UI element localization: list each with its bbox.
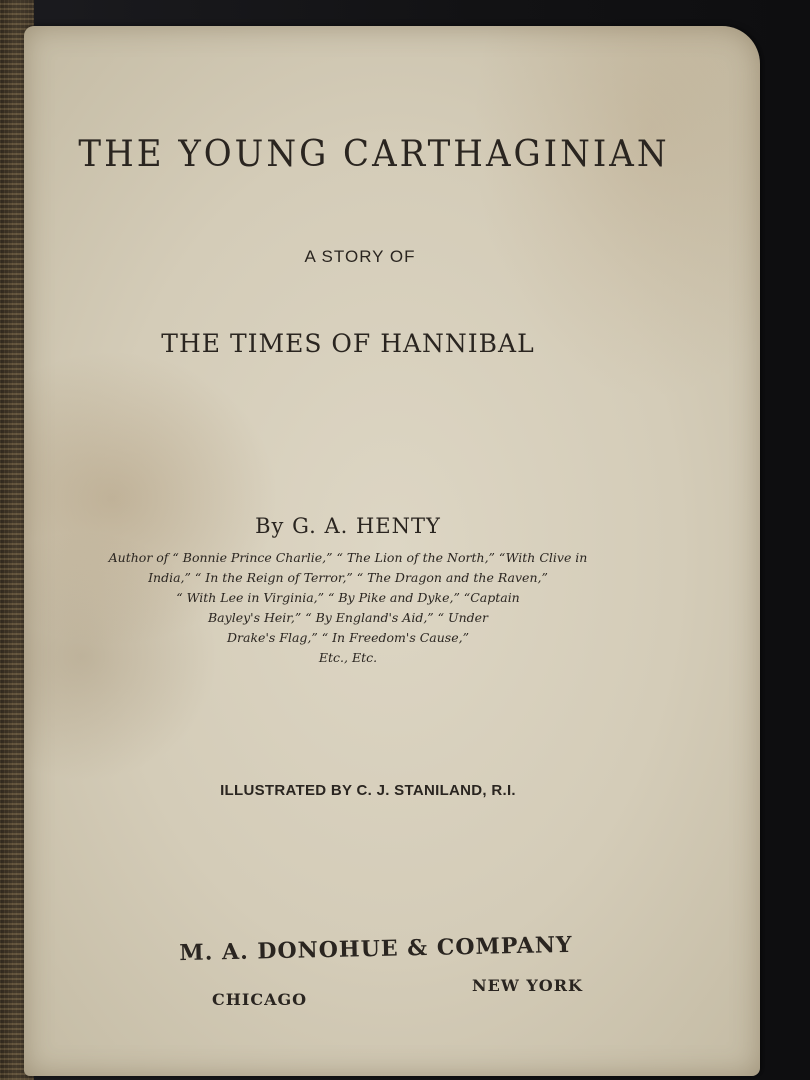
other-works-line: Author of “ Bonnie Prince Charlie,” “ The Lion of the North,” “With Clive in — [108, 550, 588, 565]
subtitle-line-2: THE TIMES OF HANNIBAL — [161, 329, 535, 358]
illustrator-credit: ILLUSTRATED BY C. J. STANILAND, R.I. — [220, 782, 516, 799]
other-works-line: India,” “ In the Reign of Terror,” “ The Dragon and the Raven,” — [148, 570, 548, 585]
other-works-line: Bayley's Heir,” “ By England's Aid,” “ Under — [208, 610, 488, 625]
other-works-line: Etc., Etc. — [318, 650, 378, 665]
other-works-line: “ With Lee in Virginia,” “ By Pike and Dyke,” “Captain — [176, 590, 520, 605]
publisher-name: M. A. DONOHUE & COMPANY — [179, 931, 573, 967]
other-works-list — [0, 548, 716, 668]
book-title: THE YOUNG CARTHAGINIAN — [78, 132, 670, 176]
publisher-city-new-york: NEW YORK — [472, 976, 583, 995]
publisher-city-chicago: CHICAGO — [212, 990, 308, 1009]
subtitle-line-1: A STORY OF — [304, 247, 416, 266]
author-byline: By G. A. HENTY — [255, 514, 441, 538]
other-works-line: Drake's Flag,” “ In Freedom's Cause,” — [227, 630, 469, 645]
title-page — [24, 26, 760, 1076]
